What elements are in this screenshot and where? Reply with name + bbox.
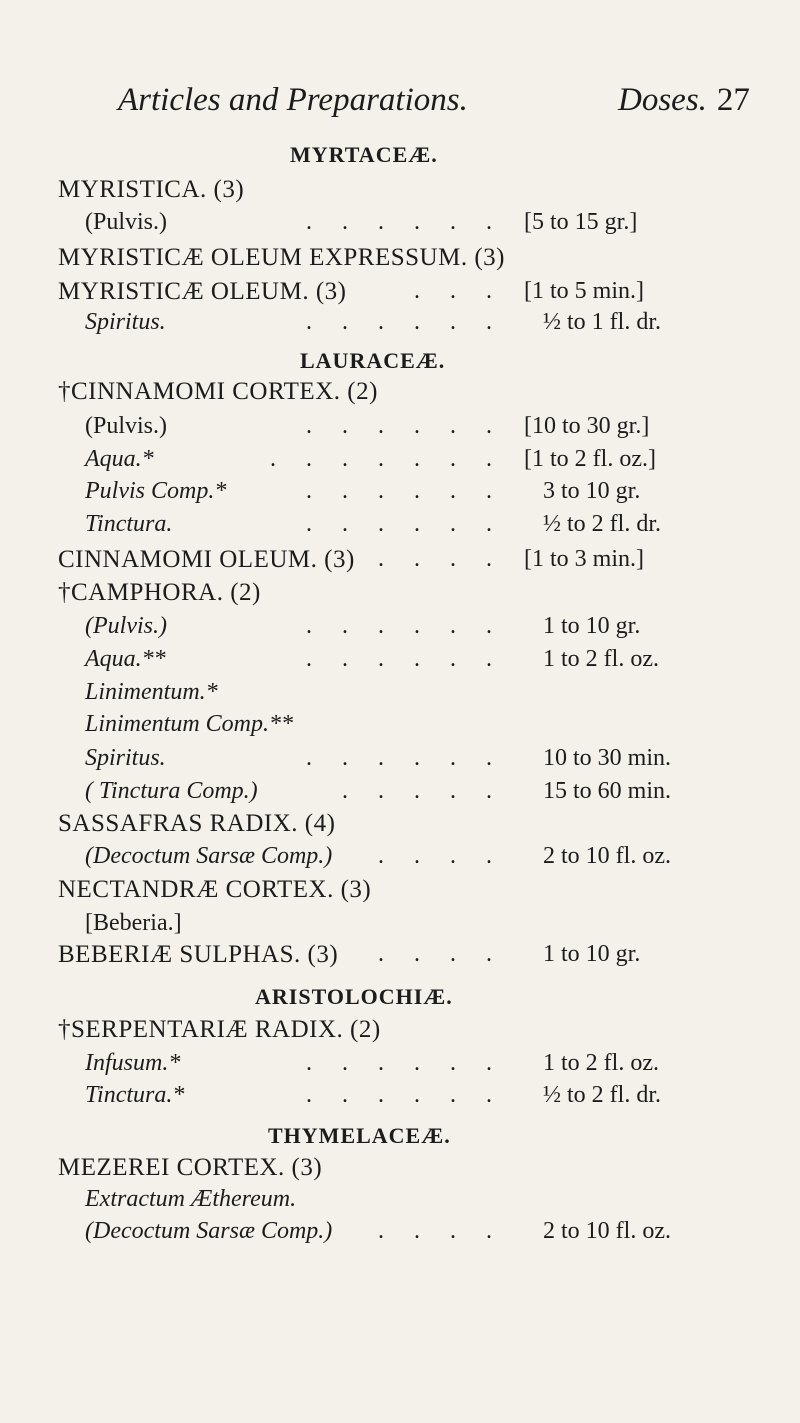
article-entry: MYRISTICÆ OLEUM EXPRESSUM. (3)	[58, 244, 505, 271]
dot-leader: . . . . . .	[306, 413, 504, 439]
dose-value: ½ to 2 fl. dr.	[543, 1082, 661, 1108]
article-entry: BEBERIÆ SULPHAS. (3)	[58, 941, 339, 968]
running-header-title: Articles and Preparations.	[118, 82, 468, 118]
article-entry: MEZEREI CORTEX. (3)	[58, 1154, 323, 1181]
preparation-entry: (Pulvis.)	[85, 613, 167, 639]
preparation-entry: Tinctura.*	[85, 1082, 185, 1108]
preparation-entry: ( Tinctura Comp.)	[85, 778, 258, 804]
preparation-entry: Linimentum Comp.**	[85, 711, 294, 737]
dot-leader: . . . . . .	[306, 613, 504, 639]
dot-leader: . . . . .	[342, 778, 504, 804]
dose-value: 2 to 10 fl. oz.	[543, 843, 671, 869]
dose-value: 1 to 2 fl. oz.	[543, 1050, 659, 1076]
preparation-entry: [Beberia.]	[85, 910, 182, 936]
preparation-entry: (Pulvis.)	[85, 413, 168, 439]
preparation-entry: (Decoctum Sarsæ Comp.)	[85, 843, 333, 869]
doses-header-label: Doses.	[618, 82, 707, 118]
preparation-entry: Aqua.*	[85, 446, 154, 472]
dose-value: 1 to 10 gr.	[543, 613, 641, 639]
dot-leader: . . . .	[378, 941, 504, 967]
preparation-entry: (Decoctum Sarsæ Comp.)	[85, 1218, 333, 1244]
dot-leader: . . . . . .	[306, 1050, 504, 1076]
section-heading: THYMELACEÆ.	[268, 1123, 451, 1148]
section-heading: LAURACEÆ.	[300, 348, 446, 373]
dose-value: [1 to 2 fl. oz.]	[524, 446, 656, 472]
dot-leader: . . . . . .	[306, 209, 504, 235]
dot-leader: . . . .	[378, 843, 504, 869]
dot-leader: . . . . . .	[306, 646, 504, 672]
dose-value: ½ to 1 fl. dr.	[543, 309, 661, 335]
dose-value: 2 to 10 fl. oz.	[543, 1218, 671, 1244]
preparation-entry: Extractum Æthereum.	[85, 1186, 297, 1212]
dose-value: [1 to 3 min.]	[524, 546, 644, 572]
dose-value: 1 to 10 gr.	[543, 941, 641, 967]
article-entry: NECTANDRÆ CORTEX. (3)	[58, 876, 372, 903]
dot-leader: . . . . . .	[306, 478, 504, 504]
dot-leader: . . . . . .	[306, 745, 504, 771]
dot-leader: . . . .	[378, 1218, 504, 1244]
article-entry: †CINNAMOMI CORTEX. (2)	[58, 378, 378, 405]
dot-leader: . . . . . . .	[270, 446, 504, 472]
dot-leader: . . . . . .	[306, 1082, 504, 1108]
preparation-entry: Aqua.**	[85, 646, 166, 672]
dot-leader: . . . . . .	[306, 511, 504, 537]
running-header-doses	[618, 82, 750, 119]
article-entry: †SERPENTARIÆ RADIX. (2)	[58, 1016, 381, 1043]
dose-value: [5 to 15 gr.]	[524, 209, 638, 235]
preparation-entry: (Pulvis.)	[85, 209, 168, 235]
dot-leader: . . . .	[378, 546, 504, 572]
preparation-entry: Spiritus.	[85, 745, 166, 771]
dose-value: [1 to 5 min.]	[524, 278, 644, 304]
dose-value: 1 to 2 fl. oz.	[543, 646, 659, 672]
section-heading: MYRTACEÆ.	[290, 142, 438, 167]
preparation-entry: Tinctura.	[85, 511, 173, 537]
preparation-entry: Linimentum.*	[85, 679, 218, 705]
section-heading: ARISTOLOCHIÆ.	[255, 984, 453, 1009]
dose-value: 3 to 10 gr.	[543, 478, 641, 504]
dose-value: 10 to 30 min.	[543, 745, 672, 771]
dot-leader: . . . . . .	[306, 309, 504, 335]
page-number: 27	[716, 82, 750, 118]
article-entry: MYRISTICA. (3)	[58, 176, 245, 203]
article-entry: SASSAFRAS RADIX. (4)	[58, 810, 336, 837]
article-entry: CINNAMOMI OLEUM. (3)	[58, 546, 355, 573]
dose-value: ½ to 2 fl. dr.	[543, 511, 661, 537]
preparation-entry: Spiritus.	[85, 309, 166, 335]
preparation-entry: Infusum.*	[85, 1050, 181, 1076]
preparation-entry: Pulvis Comp.*	[85, 478, 227, 504]
dose-value: [10 to 30 gr.]	[524, 413, 650, 439]
article-entry: MYRISTICÆ OLEUM. (3)	[58, 278, 347, 305]
dot-leader: . . .	[414, 278, 504, 304]
dose-value: 15 to 60 min.	[543, 778, 672, 804]
article-entry: †CAMPHORA. (2)	[58, 579, 261, 606]
